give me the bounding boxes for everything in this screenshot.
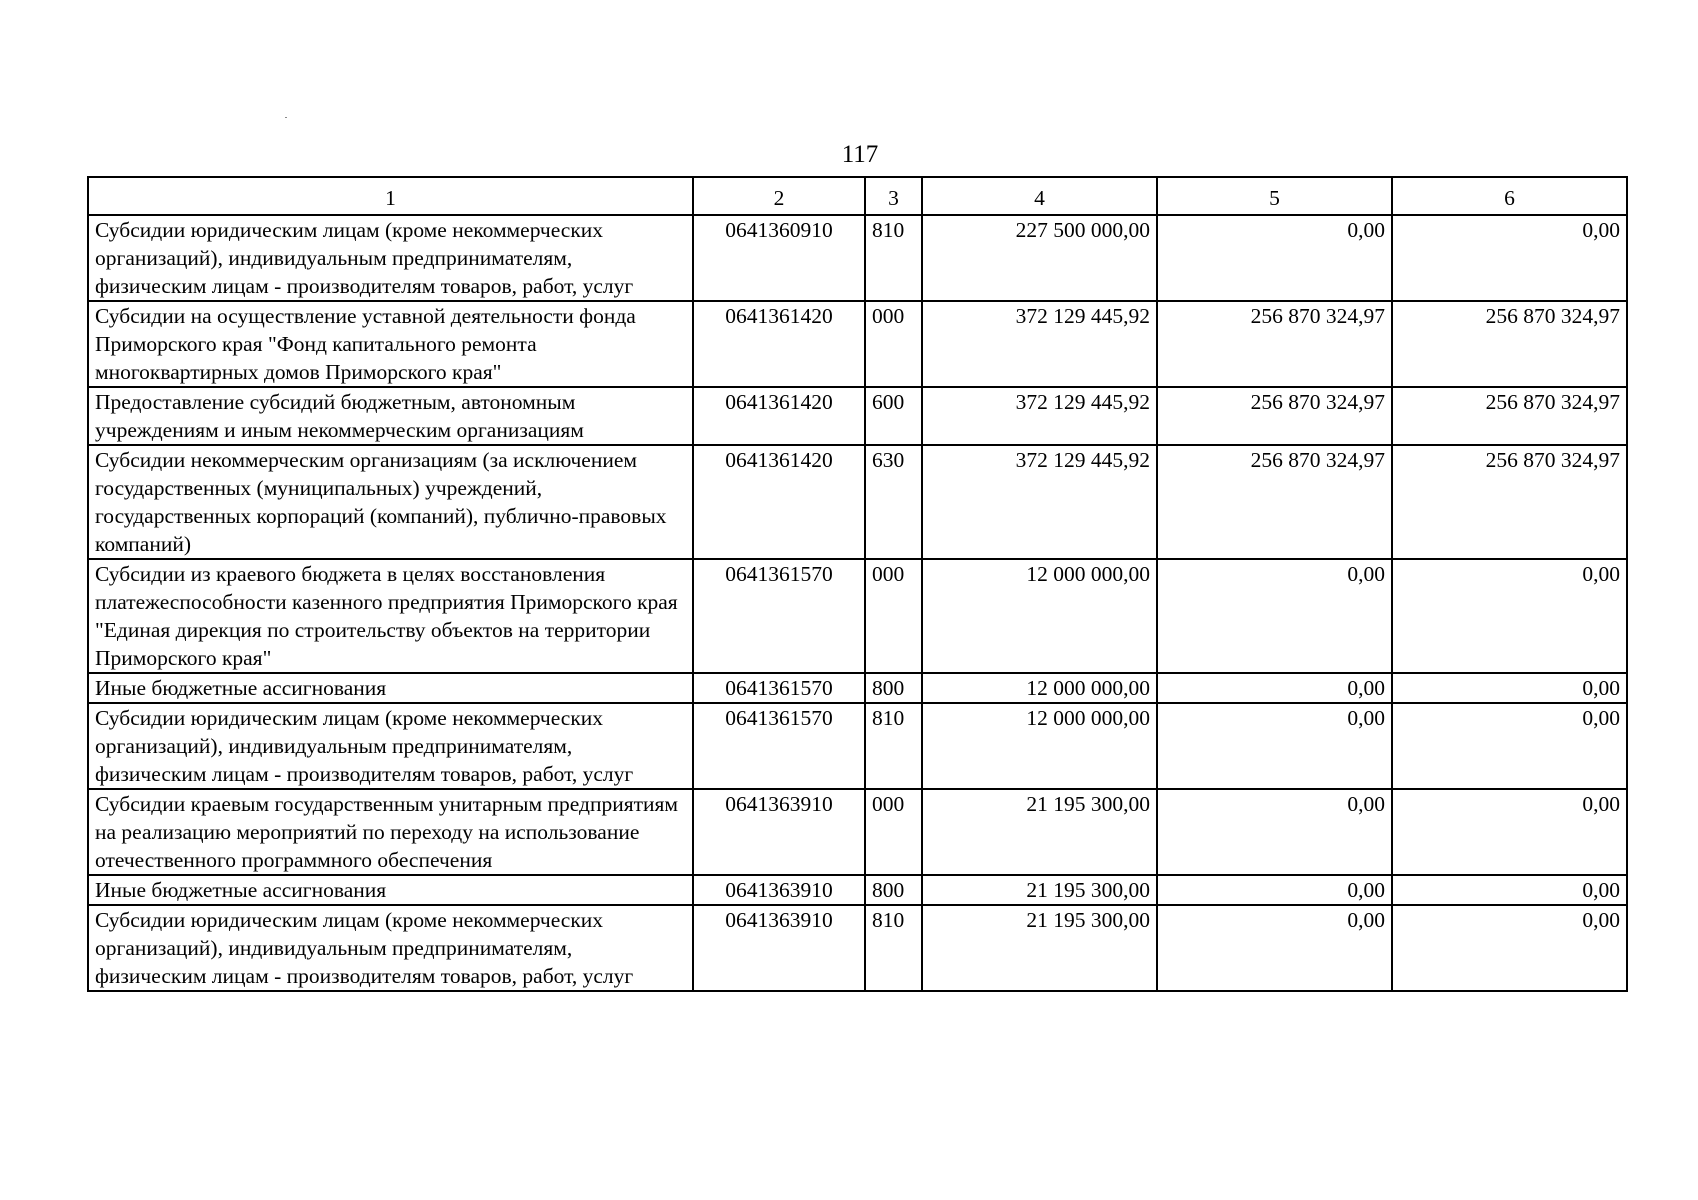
- row-amount-year2: 256 870 324,97: [1157, 387, 1392, 445]
- row-expense-type: 000: [865, 559, 922, 673]
- row-expense-type: 600: [865, 387, 922, 445]
- column-number-5: 5: [1157, 177, 1392, 215]
- row-amount-year2: 0,00: [1157, 875, 1392, 905]
- table-row: [88, 789, 1627, 875]
- row-expense-type: 800: [865, 673, 922, 703]
- page-number: 117: [841, 141, 879, 168]
- row-amount-year1: 12 000 000,00: [922, 673, 1157, 703]
- budget-table: [87, 176, 1628, 992]
- row-target-code: 0641361570: [693, 559, 865, 673]
- row-amount-year3: 256 870 324,97: [1392, 445, 1627, 559]
- row-amount-year2: 0,00: [1157, 703, 1392, 789]
- row-expense-type: 810: [865, 703, 922, 789]
- row-amount-year1: 227 500 000,00: [922, 215, 1157, 301]
- row-expense-type: 810: [865, 905, 922, 991]
- table-row: [88, 387, 1627, 445]
- row-target-code: 0641361570: [693, 673, 865, 703]
- row-target-code: 0641361420: [693, 387, 865, 445]
- row-target-code: 0641360910: [693, 215, 865, 301]
- row-amount-year3: 256 870 324,97: [1392, 301, 1627, 387]
- row-amount-year1: 372 129 445,92: [922, 301, 1157, 387]
- row-amount-year2: 0,00: [1157, 673, 1392, 703]
- row-amount-year3: 0,00: [1392, 559, 1627, 673]
- table-row: [88, 905, 1627, 991]
- column-number-6: 6: [1392, 177, 1627, 215]
- column-number-2: 2: [693, 177, 865, 215]
- column-number-row: [88, 177, 1627, 215]
- row-name: Субсидии краевым государственным унитарным предприятиям на реализацию мероприятий по переходу на использование отечественного программного обеспечения: [88, 789, 693, 875]
- row-amount-year3: 0,00: [1392, 875, 1627, 905]
- row-amount-year1: 12 000 000,00: [922, 559, 1157, 673]
- row-amount-year3: 0,00: [1392, 215, 1627, 301]
- row-amount-year1: 21 195 300,00: [922, 875, 1157, 905]
- row-name: Субсидии на осуществление уставной деятельности фонда Приморского края "Фонд капитального ремонта многоквартирных домов Приморского края": [88, 301, 693, 387]
- table-row: [88, 215, 1627, 301]
- table-row: [88, 673, 1627, 703]
- row-amount-year3: 0,00: [1392, 673, 1627, 703]
- row-amount-year3: 0,00: [1392, 905, 1627, 991]
- row-amount-year2: 0,00: [1157, 559, 1392, 673]
- row-expense-type: 000: [865, 301, 922, 387]
- row-name: Субсидии некоммерческим организациям (за исключением государственных (муниципальных) учреждений, государственных корпораций (компаний), публично-правовых компаний): [88, 445, 693, 559]
- row-name: Субсидии юридическим лицам (кроме некоммерческих организаций), индивидуальным предпринимателям, физическим лицам - производителям товаров, работ, услуг: [88, 215, 693, 301]
- row-name: Иные бюджетные ассигнования: [88, 673, 693, 703]
- table-row: [88, 703, 1627, 789]
- row-amount-year1: 372 129 445,92: [922, 445, 1157, 559]
- row-amount-year2: 0,00: [1157, 215, 1392, 301]
- row-amount-year1: 21 195 300,00: [922, 789, 1157, 875]
- row-target-code: 0641361420: [693, 445, 865, 559]
- row-expense-type: 630: [865, 445, 922, 559]
- row-amount-year3: 0,00: [1392, 789, 1627, 875]
- column-number-3: 3: [865, 177, 922, 215]
- row-target-code: 0641363910: [693, 905, 865, 991]
- column-number-4: 4: [922, 177, 1157, 215]
- table-row: [88, 559, 1627, 673]
- table-row: [88, 301, 1627, 387]
- row-name: Предоставление субсидий бюджетным, автономным учреждениям и иным некоммерческим организациям: [88, 387, 693, 445]
- row-name: Субсидии юридическим лицам (кроме некоммерческих организаций), индивидуальным предпринимателям, физическим лицам - производителям товаров, работ, услуг: [88, 703, 693, 789]
- row-amount-year3: 256 870 324,97: [1392, 387, 1627, 445]
- scan-speck: [285, 117, 287, 118]
- row-amount-year2: 256 870 324,97: [1157, 445, 1392, 559]
- column-number-1: 1: [88, 177, 693, 215]
- row-amount-year1: 21 195 300,00: [922, 905, 1157, 991]
- row-name: Иные бюджетные ассигнования: [88, 875, 693, 905]
- row-amount-year1: 372 129 445,92: [922, 387, 1157, 445]
- row-expense-type: 000: [865, 789, 922, 875]
- row-amount-year1: 12 000 000,00: [922, 703, 1157, 789]
- row-amount-year3: 0,00: [1392, 703, 1627, 789]
- table-row: [88, 445, 1627, 559]
- row-name: Субсидии юридическим лицам (кроме некоммерческих организаций), индивидуальным предпринимателям, физическим лицам - производителям товаров, работ, услуг: [88, 905, 693, 991]
- row-target-code: 0641361420: [693, 301, 865, 387]
- row-target-code: 0641363910: [693, 789, 865, 875]
- row-amount-year2: 0,00: [1157, 789, 1392, 875]
- row-expense-type: 800: [865, 875, 922, 905]
- table-row: [88, 875, 1627, 905]
- row-amount-year2: 0,00: [1157, 905, 1392, 991]
- row-name: Субсидии из краевого бюджета в целях восстановления платежеспособности казенного предприятия Приморского края "Единая дирекция по строительству объектов на территории Приморского края": [88, 559, 693, 673]
- row-expense-type: 810: [865, 215, 922, 301]
- row-target-code: 0641363910: [693, 875, 865, 905]
- row-amount-year2: 256 870 324,97: [1157, 301, 1392, 387]
- row-target-code: 0641361570: [693, 703, 865, 789]
